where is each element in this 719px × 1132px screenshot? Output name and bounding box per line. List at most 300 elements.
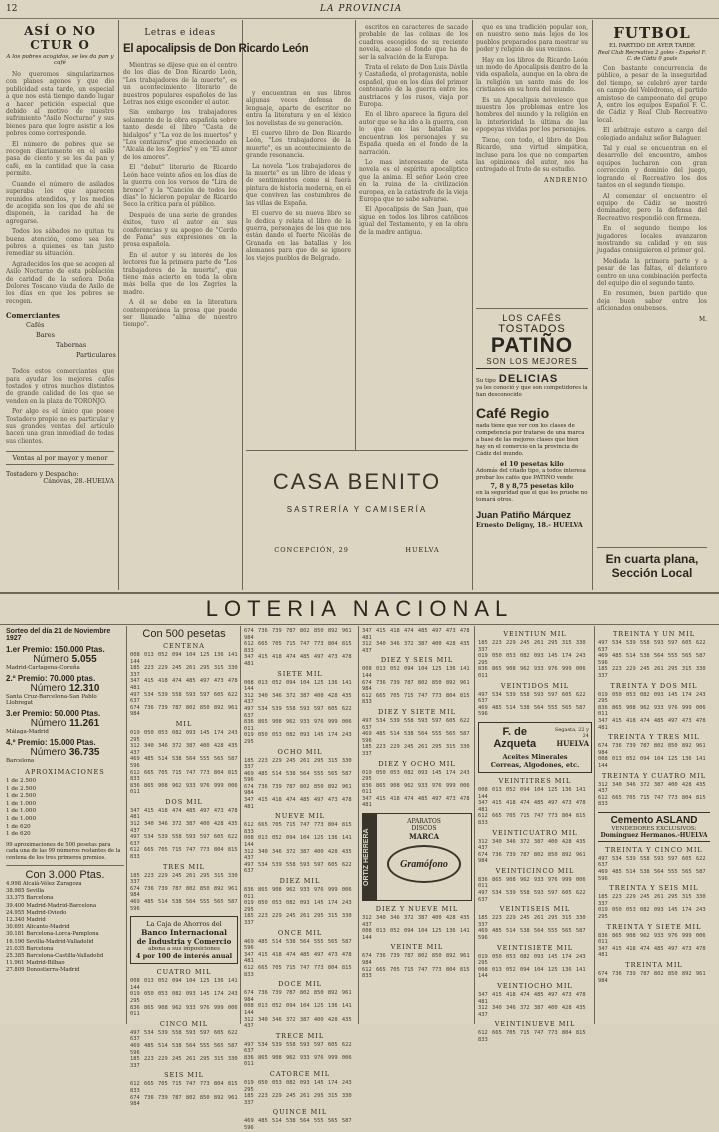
closing-paragraph: Todos estos comerciantes que para ayudar los mejores cafés tostados y otros muchos distintos de grande calidad de los que se venden en la plaza de TORONJO. [6,368,114,405]
number-row: 836 865 908 962 933 976 999 006 011 [478,666,586,679]
sales-line: Ventas al por mayor y menor [6,451,114,465]
azqueta-line: Aceites Minerales [502,752,568,761]
comerciantes-heading: Comerciantes [6,311,60,321]
section-heading: CATORCE MIL [269,1070,331,1079]
number-row: 312 340 346 372 387 400 428 435 437 [598,781,706,795]
three-thousand-item: 16.190 Sevilla-Madrid-Valladolid [6,938,94,945]
number-row: 469 485 514 538 564 555 565 587 596 [244,1118,352,1132]
section-heading: DIEZ Y NUEVE MIL [375,905,459,914]
section-heading: SEIS MIL [164,1071,204,1080]
article-paragraph: Hay en los libros de Ricardo León un modo de Apocalipsis dentro de la vida española, aunque en la obra de la religión un santo más de los cristianos en su hora del mundo. [476,56,588,94]
number-row: 836 865 908 962 933 976 999 006 011 [130,1004,238,1018]
futbol-paragraph: En resumen, buen partido que deja buen sabor entre los aficionados onubenses. [597,290,707,313]
azqueta-city: HUELVA [556,739,589,749]
loteria-sub-rule [0,624,719,625]
asilo-paragraph: Todos los sábados no quitan tu buena atención, como sea los pobres a quienes es tan justo remediar su situación. [6,228,114,258]
number-row: 185 223 229 245 261 295 315 330 337 [598,894,706,907]
letras-section-title: Letras e ideas [144,28,216,38]
asilo-paragraph: Agradecidos los que se acogen al Asilo Nocturno de esta población de caridad de la señora Doña Dolores Toscano viuda de Asilo de los días en que los pobres se recogen. [6,260,114,305]
number-row: 347 415 418 474 485 497 473 478 481 [598,717,706,731]
number-row: 347 415 418 474 485 497 473 478 481 [244,654,352,667]
bank-line: 4 por 100 de interés anual [135,952,233,961]
number-row: 008 013 052 094 104 125 136 141 144 [130,978,238,991]
number-row: 019 050 053 082 093 145 174 243 295 [362,769,470,783]
section-heading: TREINTA Y CINCO MIL [605,845,703,854]
three-thousand-item: 12.340 Madrid [6,916,46,923]
section-heading: TREINTA Y TRES MIL [608,733,700,742]
gramofono-logo: Gramófono [387,845,461,883]
section-heading: VEINTISEIS MIL [499,905,571,914]
number-row: 019 050 053 082 093 145 174 243 295 [130,729,238,743]
number-row: 836 865 908 962 933 976 999 006 011 [598,932,706,946]
number-row: 185 223 229 245 261 295 315 330 337 [598,666,706,679]
delicias-text: ya les conoció y que son competidores la han desconocido [476,385,588,398]
list-item: Tabernas [56,341,87,350]
three-thousand-item: 27.809 Donostierra-Madrid [6,967,80,974]
column-rule [592,20,593,590]
draw-title: Sorteo del día 21 de Noviembre 1927 [6,628,111,642]
number-row: 612 665 705 715 747 773 804 815 833 [362,692,470,706]
prize-label: 4.º Premio: 15.000 Ptas. [6,738,96,747]
number-row: 008 013 052 094 104 125 136 141 144 [362,928,470,941]
section-heading: TREINTA Y DOS MIL [610,681,698,690]
number-row: 019 050 053 082 093 145 174 243 295 [244,1080,352,1093]
number-row: 008 013 052 094 104 125 136 141 144 [362,666,470,679]
section-heading: TREINTA MIL [625,961,683,969]
prices-tail: en la seguridad que el que los pruebe no tomará otros. [476,490,588,503]
section-heading: DOS MIL [165,797,203,806]
number-row: 612 665 705 715 747 773 804 815 833 [244,964,352,978]
column-rule [118,20,119,590]
futbol-paragraph: Tal y cual se encuentran en el desarrollo del encuentro, ambos equipos lucharon con gran corrección y dominio del juego, logrando el Recreativo los dos tantos en el segundo tiempo. [597,145,707,190]
number-row: 312 340 346 372 387 400 428 435 437 [362,915,470,928]
futbol-signature: M. [698,315,707,323]
number-row: 019 050 053 082 093 145 174 243 295 [598,907,706,921]
prize-number: 12.310 [68,683,100,694]
section-heading: NUEVE MIL [275,812,325,821]
prize-label: 1.er Premio: 150.000 Ptas. [6,645,105,654]
article-paragraph: A él se debe en la literatura contemporánea la prosa que puede ser llamado "alma de nuestro tiempo". [123,299,237,329]
futbol-title: FUTBOL [613,24,691,42]
approx-item: 1 de 2.500 [6,785,37,792]
number-row: 312 340 346 372 387 400 428 435 437 [244,1016,352,1030]
section-heading: VEINTIOCHO MIL [497,982,573,990]
loteria-title: LOTERIA NACIONAL [205,596,514,621]
number-row: 019 050 053 082 093 145 174 243 295 [478,653,586,666]
column-rule [242,20,243,590]
lottery-numbers-column-6 [598,628,710,1024]
patino-address: Ernesto Deligny, 18.- HUELVA [476,521,583,529]
apocalipsis-headline: El apocalipsis de Don Ricardo León [123,43,309,55]
casa-benito-line: SASTRERÍA Y CAMISERÍA [286,505,428,514]
number-row: 497 534 539 558 593 597 605 622 637 [598,855,706,869]
column-rule [355,20,356,450]
lottery-prizes-column [6,628,124,1024]
number-row: 674 736 739 787 802 850 892 961 984 [130,704,238,718]
patino-line1: LOS CAFÉS [502,313,562,323]
section-heading: VEINTISIETE MIL [496,943,574,952]
section-heading: QUINCE MIL [272,1108,328,1117]
number-row: 674 736 739 787 802 850 892 961 984 [244,628,352,641]
section-heading: VEINTITRES MIL [498,776,572,785]
number-row: 612 665 705 715 747 773 804 815 833 [598,794,706,808]
loteria-top-rule [0,592,719,594]
number-row: 674 736 739 787 802 850 892 961 984 [130,885,238,899]
number-row: 312 340 346 372 387 400 428 435 437 [244,692,352,706]
gramofono-ad [362,813,472,901]
approx-item: 1 de 2.500 [6,793,37,800]
number-row: 612 665 705 715 747 773 804 815 833 [244,641,352,654]
column-rule [358,626,359,1024]
three-thousand-title: Con 3.000 Ptas. [6,865,124,881]
section-heading: DIEZ MIL [279,877,321,885]
article-paragraph: Sin embargo los trabajadores solamente de la obra española sobre tanto desde el libro "Casta de hidalgos" y "La voz de los muertos" y "Los centauros" que emocionado en "Alcalá de los Zegríes" y en "El amor de los amores". [123,109,237,161]
number-row: 674 736 739 787 802 850 892 961 984 [598,971,706,984]
bank-line: La Caja de Ahorros del [146,920,222,929]
number-row: 347 415 418 474 485 497 473 478 481 [130,807,238,821]
section-heading: TREINTA Y SEIS MIL [609,884,699,893]
number-row: 612 665 705 715 747 773 804 815 833 [478,1030,586,1043]
prize-label: 3.er Premio: 50.000 Ptas. [6,709,101,718]
number-row: 469 485 514 538 564 555 565 587 596 [478,928,586,942]
number-row: 836 865 908 962 933 976 999 006 011 [598,704,706,718]
number-row: 185 223 229 245 261 295 315 330 337 [478,640,586,653]
regio-brand: Café Regio [476,405,550,421]
casa-benito-city: HUELVA [405,546,440,554]
number-row: 185 223 229 245 261 295 315 330 337 [130,1056,238,1069]
futbol-subtitle: EL PARTIDO DE AYER TARDE [609,43,695,49]
number-row: 469 485 514 538 564 555 565 587 596 [362,731,470,744]
prices-list: 7, 8 y 8,75 pesetas kilo [490,482,574,490]
lottery-numbers-column-3 [244,628,356,1132]
number-row: 497 534 539 558 593 597 605 622 637 [130,834,238,847]
number-row: 008 013 052 094 104 125 136 141 144 [130,652,238,665]
three-thousand-item: 11.961 Madrid-Bilbao [6,960,65,967]
approx-item: 1 de 1.000 [6,808,37,815]
number-row: 312 340 346 372 387 400 428 435 437 [130,821,238,834]
number-row: 019 050 053 082 093 145 174 243 295 [130,991,238,1004]
article-paragraph: y encuentran en sus libros algunas veces defensa de lenguaje, aparte de escritor no entra la literatura y en el léxico los novelistas de su generación. [246,90,351,127]
number-row: 836 865 908 962 933 976 999 006 011 [362,782,470,796]
patino-line3: SON LOS MEJORES [476,357,588,369]
cuarta-plana-notice [597,547,707,588]
number-row: 612 665 705 715 747 773 804 815 833 [362,966,470,980]
article-paragraph: Tiene, con todo, el libro de Don Ricardo, una virtud simpática, incluso para los que no comparten las opiniones del autor, nos ha entregado el fruto de su estudio. [476,136,588,174]
asilo-paragraph: El número de pobres que se recogen diariamente en el asilo pasa de ciento y se les da pan y café, en la cantidad que la casa permite. [6,140,114,178]
number-row: 612 665 705 715 747 773 804 815 833 [478,813,586,826]
number-row: 347 415 418 474 485 497 473 478 481 [244,797,352,810]
approx-note: 99 aproximaciones de 500 pesetas para cada una de las 99 números restantes de la centena de los tres primeros premios. [6,841,121,861]
number-row: 019 050 053 082 093 145 174 243 295 [244,900,352,913]
number-row: 836 865 908 962 933 976 999 006 011 [244,719,352,732]
number-row: 347 415 418 474 485 497 473 478 481 [362,628,470,641]
section-heading: DIEZ Y OCHO MIL [378,759,456,768]
asilo-paragraph: Cuando el número de asilados superaba los que aparecen reunidos atendidos, y los medios de acogida son los que de ahí se disponen, la caridad ha de agregarse. [6,180,114,225]
section-heading: TRES MIL [162,862,206,871]
column-rule [474,626,475,1024]
number-row: 497 534 539 558 593 597 605 622 637 [130,1029,238,1043]
column-rule [594,626,595,1024]
article-paragraph: Después de una serie de grandes éxitos, tuvo el autor en sus conferencias y su apogeo de "Cerdo de Fama" sus expresiones en la prosa española. [123,211,237,249]
number-row: 019 050 053 082 093 145 174 243 295 [478,953,586,967]
patino-line2: TOSTADOS [498,323,566,335]
section-heading: TREINTA Y SIETE MIL [606,922,702,931]
asland-line: Domínguez Hermanos.-HUELVA [600,831,708,839]
section-heading: VEINTE MIL [390,943,444,952]
number-row: 185 223 229 245 261 295 315 330 337 [130,665,238,678]
five-hundred-title: Con 500 pesetas [142,628,226,640]
prize-number: 5.055 [71,654,97,665]
azqueta-address: Segasta, 22 y 24 [554,727,589,740]
three-thousand-item: 33.375 Barcelona [6,895,54,902]
number-row: 674 736 739 787 802 850 892 961 984 [598,743,706,756]
approx-item: 1 de 620 [6,823,31,830]
number-row: 008 013 052 094 104 125 136 141 144 [478,786,586,800]
section-heading: VEINTIDOS MIL [500,681,570,690]
article-paragraph: El cuervo de su nueva libro se lo dedica y relata el libro de la guerra, personajes de los que nos están dando el fuerte Nicolás de Granada en las batallas y los alemanes para que de se ignore los viejos pueblos de Belgrado. [246,210,351,262]
page-number: 12 [6,4,18,14]
asland-ad [598,812,710,842]
number-row: 008 013 052 094 104 125 136 141 144 [598,756,706,769]
futbol-paragraph: Al comenzar el encuentro el equipo de Cádiz se mostró dominador, pero la defensa del Recreativo respondió con firmeza. [597,192,707,222]
section-heading: VEINTICINCO MIL [495,866,575,875]
prize-number-label: Número [33,654,69,665]
approx-item: 1 de 620 [6,831,31,838]
number-row: 347 415 418 474 485 497 473 478 481 [130,678,238,691]
azqueta-line: Correas, Algodones, etc. [490,760,580,769]
regio-price: el 10 pesetas kilo [500,460,564,468]
three-thousand-item: 38.985 Sevilla [6,888,45,895]
number-row: 469 485 514 538 564 555 565 587 596 [130,1042,238,1056]
number-row: 674 736 739 787 802 850 892 961 984 [362,953,470,967]
number-row: 612 665 705 715 747 773 804 815 833 [130,847,238,861]
article-paragraph: El Apocalipsis de San Juan, que sigue en todos los libros católicos igual del Testamento, y en la obra de la madre antigua. [359,206,468,236]
section-heading: TREINTA Y CUATRO MIL [601,771,707,780]
three-thousand-item: 39.400 Madrid-Madrid-Barcelona [6,902,97,909]
section-heading: DIEZ Y SEIS MIL [380,656,454,665]
number-row: 008 013 052 094 104 125 136 141 144 [244,1003,352,1016]
three-thousand-item: 21.035 Barcelona [6,945,54,952]
article-signature: ANDRENIO [544,176,588,184]
asilo-title: ASÍ O NO CTUR O [24,24,96,52]
section-heading: MIL [175,719,193,728]
casa-benito-address: CONCEPCIÓN, 29 [274,546,349,554]
article-paragraph: Lo mas interesante de esta novela es el espíritu apocalíptico que la anima. El señor León cree en la ruina de la civilización europea, en la catástrofe de la vieja Europa que no sabe salvarse. [359,158,468,203]
number-row: 312 340 346 372 387 400 428 435 437 [478,1005,586,1018]
article-paragraph: que es una tradición popular son, en nuestro seno más lejos de los pueblos preparados para mostrar su poder y religión de sus vecinos. [476,24,588,54]
futbol-column [597,24,707,590]
number-row: 469 485 514 538 564 555 565 587 596 [130,756,238,769]
number-row: 469 485 514 538 564 555 565 587 596 [130,899,238,912]
number-row: 674 736 739 787 802 850 892 961 984 [130,1094,238,1108]
page-header [0,0,719,19]
section-heading: DIEZ Y SIETE MIL [378,707,456,716]
approx-item: 1 de 2.500 [6,778,37,784]
futbol-paragraph: El arbitraje estuvo a cargo del colegiado andaluz señor Balaguer. [597,127,707,142]
number-row: 612 665 705 715 747 773 804 815 833 [130,1081,238,1094]
number-row: 347 415 418 474 485 497 473 478 481 [598,945,706,959]
number-row: 674 736 739 787 802 850 892 961 984 [362,679,470,693]
number-row: 497 534 539 558 593 597 605 622 637 [362,717,470,731]
lottery-numbers-column-2 [130,628,238,1108]
cuarta-plana-text: En cuarta plana, Sección Local [605,552,699,580]
three-thousand-item: 30.181 Barcelona-Lorca-Pamplona [6,931,99,938]
asilo-subtitle: A los pobres acogidos, se les da pan y café [6,54,114,66]
number-row: 674 736 739 787 802 850 892 961 984 [478,851,586,865]
patino-brand: PATIÑO [490,334,574,357]
azqueta-brand: F. de Azqueta [493,725,537,750]
delicias-brand: DELICIAS [498,373,559,385]
prize-place: Madrid-Cartagena-Coruña [6,665,80,671]
section-heading: ONCE MIL [277,928,323,937]
prize-label: 2.º Premio: 70.000 ptas. [6,674,96,683]
bank-line: de Industria y Comercio [136,937,232,947]
number-row: 185 223 229 245 261 295 315 330 337 [244,1093,352,1106]
number-row: 312 340 346 372 387 400 428 435 437 [362,641,470,654]
number-row: 612 665 705 715 747 773 804 815 833 [244,822,352,835]
section-heading: VEINTICUATRO MIL [492,828,578,837]
bank-line: abona a sus imposiciones [147,946,220,953]
office-address: Cánovas, 28.-HUELVA [43,478,114,486]
gramofono-line: DISCOS [411,825,437,833]
article-column-3 [246,90,351,445]
number-row: 497 534 539 558 593 597 605 622 637 [478,890,586,903]
patino-ad [476,308,588,591]
number-row: 185 223 229 245 261 295 315 330 337 [244,757,352,771]
article-paragraph: El cuervo libro de Don Ricardo León, "Los trabajadores de la muerte", es un acontecimiento de grande resonancia. [246,130,351,160]
paper-name: LA PROVINCIA [320,4,403,14]
section-heading: VEINTIUN MIL [503,630,567,638]
number-row: 347 415 418 474 485 497 473 478 481 [362,795,470,809]
office-label: Tostadero y Despacho: [6,471,79,479]
number-row: 347 415 418 474 485 497 473 478 481 [478,992,586,1005]
section-heading: CENTENA [163,642,205,650]
three-thousand-item: 24.955 Madrid-Oviedo [6,909,67,916]
three-thousand-item: 4.998 Alcalá-Vélez Zaragoza [6,880,82,887]
prize-place: Barcelona [6,758,35,764]
three-thousand-item: 30.691 Alicante-Madrid [6,924,70,931]
number-row: 469 485 514 538 564 555 565 587 596 [598,653,706,666]
number-row: 497 534 539 558 593 597 605 622 637 [244,1041,352,1055]
approx-item: 1 de 1.000 [6,815,37,822]
number-row: 497 534 539 558 593 597 605 622 637 [244,861,352,875]
article-paragraph: La novela "Los trabajadores de la muerte" es un libro de ideas y de sentimientos como si fuera pintura de historia moderna, en el que conviven las costumbres de las villas de España. [246,162,351,207]
price-text: Adomás del citado tipo, a todos interesa probar los cafés que PATIÑO vende [476,468,586,481]
number-row: 836 865 908 962 933 976 999 006 011 [130,782,238,796]
approx-item: 1 de 1.000 [6,800,37,807]
section-heading: TRECE MIL [275,1031,325,1040]
number-row: 469 485 514 538 564 555 565 587 596 [244,770,352,784]
number-row: 008 013 052 094 104 125 136 141 144 [244,835,352,849]
number-row: 312 340 346 372 387 400 428 435 437 [130,743,238,756]
futbol-paragraph: En el segundo tiempo los jugadores locales avanzaron mostrando su calidad y en sus jugadas consiguieron el primer gol. [597,225,707,255]
asland-line: VENDEDORES EXCLUSIVOS: [611,825,697,832]
section-heading: OCHO MIL [277,747,323,756]
gramofono-line: APARATOS [407,818,441,826]
number-row: 836 865 908 962 933 976 999 006 011 [244,887,352,900]
prize-number: 36.735 [68,747,100,758]
number-row: 347 415 418 474 485 497 473 478 481 [244,951,352,965]
section-heading: TREINTA Y UN MIL [612,630,696,638]
number-row: 674 736 739 787 802 850 892 961 984 [244,783,352,797]
number-row: 312 340 346 372 387 400 428 435 437 [478,838,586,852]
prize-number-label: Número [30,718,67,729]
futbol-score: Real Club Recreativo 2 goles - Español F. C. de Cádiz 0 goals [597,50,707,62]
futbol-paragraph: Mediada la primera parte y a pesar de las faltas, el delantero centro en una combinación perfecta del equipo dio el segundo tanto. [597,257,708,287]
asilo-nocturno-column [6,24,114,590]
casa-benito-name: CASA BENITO [272,469,442,494]
prize-number-label: Número [30,683,67,694]
number-row: 497 534 539 558 593 597 605 622 637 [478,691,586,705]
gramofono-side: ORTIZ HERRERA [363,814,377,900]
bank-line: Banco Internacional [141,928,227,938]
number-row: 019 050 053 082 093 145 174 243 295 [244,732,352,745]
number-row: 185 223 229 245 261 295 315 330 337 [478,915,586,928]
asland-brand: Cemento ASLAND [610,814,698,826]
futbol-paragraph: Con bastante concurrencia de público, a pesar de la inseguridad del tiempo, se celebró ayer tarde en campo del Velódromo, el partido amistoso de campeonato del grupo A, entre los equipos Español F. C. de Cádiz y Real Club Recreativo local. [597,65,707,124]
casa-benito-ad [246,450,468,587]
delicias-prefix: Su tipo [476,378,496,384]
number-row: 836 865 908 962 933 976 999 006 011 [478,876,586,890]
article-paragraph: El "debut" literario de Ricardo León hace veinte años en los días de la guerra con los versos de "Lira de bronce" y la "Canción de todos los días" lo hicieron popular de Ricardo Seco la crítica para el público. [123,164,237,209]
number-row: 674 736 739 787 802 850 892 961 984 [244,990,352,1003]
prize-place: Málaga-Madrid [6,729,49,735]
section-heading: CUATRO MIL [156,968,212,977]
article-paragraph: En el libro aparece la figura del autor que se ha ido a la guerra, con lo que en las batallas se encuentran los personajes y su España queda en el fondo de la narración. [359,111,468,156]
number-row: 019 050 053 082 093 145 174 243 295 [598,691,706,705]
list-item: Bares [36,331,55,340]
number-row: 497 534 539 558 593 597 605 622 637 [598,640,706,653]
list-item: Particulares [76,351,116,360]
three-thousand-item: 25.385 Barcelona-Castilla-Valladolid [6,953,104,959]
lottery-numbers-column-5 [478,628,592,1043]
section-heading: DOCE MIL [278,980,322,989]
patino-owner: Juan Patiño Márquez [476,510,572,521]
approx-title: APROXIMACIONES [25,768,105,776]
gramofono-line: MARCA [409,832,439,842]
prize-number-label: Número [30,747,67,758]
number-row: 185 223 229 245 261 295 315 330 337 [362,744,470,757]
closing-paragraph: Por algo es el único que posee Tostadero propio no es particular y sus grandes ventas del artículo hacen una gran inmediad de todas sus clientes. [6,408,114,445]
article-column-4 [359,24,468,444]
bank-ad [130,916,238,964]
asilo-paragraph: No queremos singularizarnos con planes agenos y que dio publicidad esta tarde, un especial a que nos está tiempo dando lugar a hacer petición especial que debido al motivo de nuestro sufrimiento "Asilo Nocturno" y sus bienes para que logre asistir a los pobres como corresponde. [6,71,114,138]
number-row: 497 534 539 558 593 597 605 622 637 [130,691,238,705]
number-row: 008 013 052 094 104 125 136 141 144 [478,966,586,980]
column-rule [240,626,241,1024]
number-row: 836 865 908 962 933 976 999 006 011 [244,1054,352,1068]
number-row: 312 340 346 372 387 400 428 435 437 [244,848,352,862]
prize-number: 11.261 [69,718,100,729]
number-row: 347 415 418 474 485 497 473 478 481 [478,800,586,813]
number-row: 185 223 229 245 261 295 315 330 337 [130,872,238,886]
number-row: 612 665 705 715 747 773 804 815 833 [130,769,238,783]
article-paragraph: Es un Apocalipsis novelesco que muestra los problemas entre los hombres del mundo y la religión en la interioridad la última de las epopeyas vividas por los personajes. [476,96,588,134]
number-row: 185 223 229 245 261 295 315 330 337 [244,913,352,926]
azqueta-ad [478,722,592,773]
number-row: 469 485 514 538 564 555 565 587 596 [478,704,586,718]
list-item: Cafés [26,321,45,330]
column-rule [472,20,473,590]
article-column-5 [476,24,588,304]
prize-place: Santa Cruz-Barcelona-San Pablo Llobregat [6,694,97,706]
number-row: 469 485 514 538 564 555 565 587 596 [598,869,706,882]
article-paragraph: escritos en caracteres de sacado probable de las colinas de los cuadros escogidos de su reciente novela, acaso el fondo que ha de ser la salvación de la Europa. [359,24,468,61]
lottery-numbers-column-4 [362,628,472,1024]
number-row: 008 013 052 094 104 125 136 141 144 [244,679,352,693]
regio-text: nada tiene que ver con los clases de competencia por tratarse de una marca a base de las mejores clases que bien hay en el comercio en la provincia de Cádiz del mundo. [476,423,585,457]
section-heading: CINCO MIL [159,1019,209,1028]
